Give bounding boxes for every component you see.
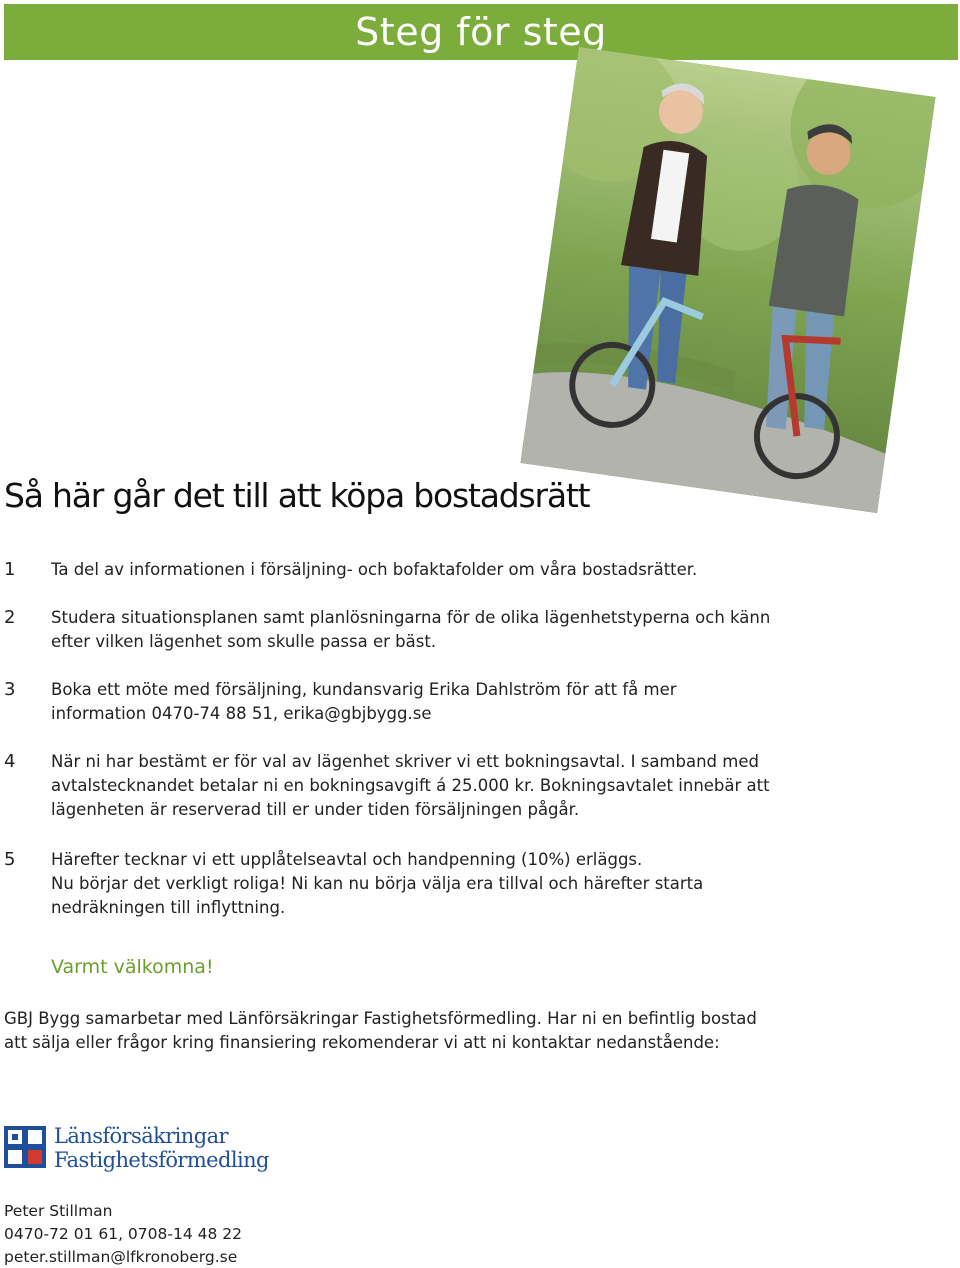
step-number: 4 xyxy=(4,751,16,772)
step-number: 5 xyxy=(4,849,16,870)
partner-text-line: GBJ Bygg samarbetar med Länförsäkringar Fastighetsförmedling. Har ni en befintlig bostad xyxy=(4,1009,757,1028)
lansforsakringar-logo xyxy=(4,1124,304,1176)
step-number: 2 xyxy=(4,607,16,628)
logo-text-line: Fastighetsförmedling xyxy=(54,1148,269,1172)
step-text-line: information 0470-74 88 51, erika@gbjbygg.se xyxy=(51,704,432,723)
main-heading: Så här går det till att köpa bostadsrätt xyxy=(4,476,590,515)
step-text-line: lägenheten är reserverad till er under tiden försäljningen pågår. xyxy=(51,800,580,819)
step-text-line: Boka ett möte med försäljning, kundansvarig Erika Dahlström för att få mer xyxy=(51,680,677,699)
step-text-line: avtalstecknandet betalar ni en bokningsavgift á 25.000 kr. Bokningsavtalet innebär att xyxy=(51,776,770,795)
page-title: Steg för steg xyxy=(355,10,607,54)
partner-text xyxy=(4,1007,904,1055)
step-text-line: efter vilken lägenhet som skulle passa er bäst. xyxy=(51,632,437,651)
contact-block xyxy=(4,1200,242,1268)
header-bar xyxy=(4,4,958,60)
step-text-line: När ni har bestämt er för val av lägenhet skriver vi ett bokningsavtal. I samband med xyxy=(51,752,759,771)
welcome-text: Varmt välkomna! xyxy=(51,956,214,978)
step-number: 1 xyxy=(4,559,16,580)
contact-phone: 0470-72 01 61, 0708-14 48 22 xyxy=(4,1225,242,1243)
contact-email[interactable]: peter.stillman@lfkronoberg.se xyxy=(4,1248,238,1266)
step-text-line: nedräkningen till inflyttning. xyxy=(51,898,286,917)
couple-cycling-photo xyxy=(521,47,936,513)
step-text-line: Ta del av informationen i försäljning- och bofaktafolder om våra bostadsrätter. xyxy=(51,560,698,579)
step-text-line: Studera situationsplanen samt planlösningarna för de olika lägenhetstyperna och känn xyxy=(51,608,771,627)
logo-text-line: Länsförsäkringar xyxy=(54,1124,228,1148)
contact-name: Peter Stillman xyxy=(4,1202,113,1220)
lansforsakringar-logo-icon xyxy=(4,1126,46,1168)
step-text-line: Nu börjar det verkligt roliga! Ni kan nu börja välja era tillval och härefter starta xyxy=(51,874,704,893)
step-number: 3 xyxy=(4,679,16,700)
step-text-line: Härefter tecknar vi ett upplåtelseavtal och handpenning (10%) erläggs. xyxy=(51,850,643,869)
partner-text-line: att sälja eller frågor kring finansiering rekomenderar vi att ni kontaktar nedanstående: xyxy=(4,1033,720,1052)
